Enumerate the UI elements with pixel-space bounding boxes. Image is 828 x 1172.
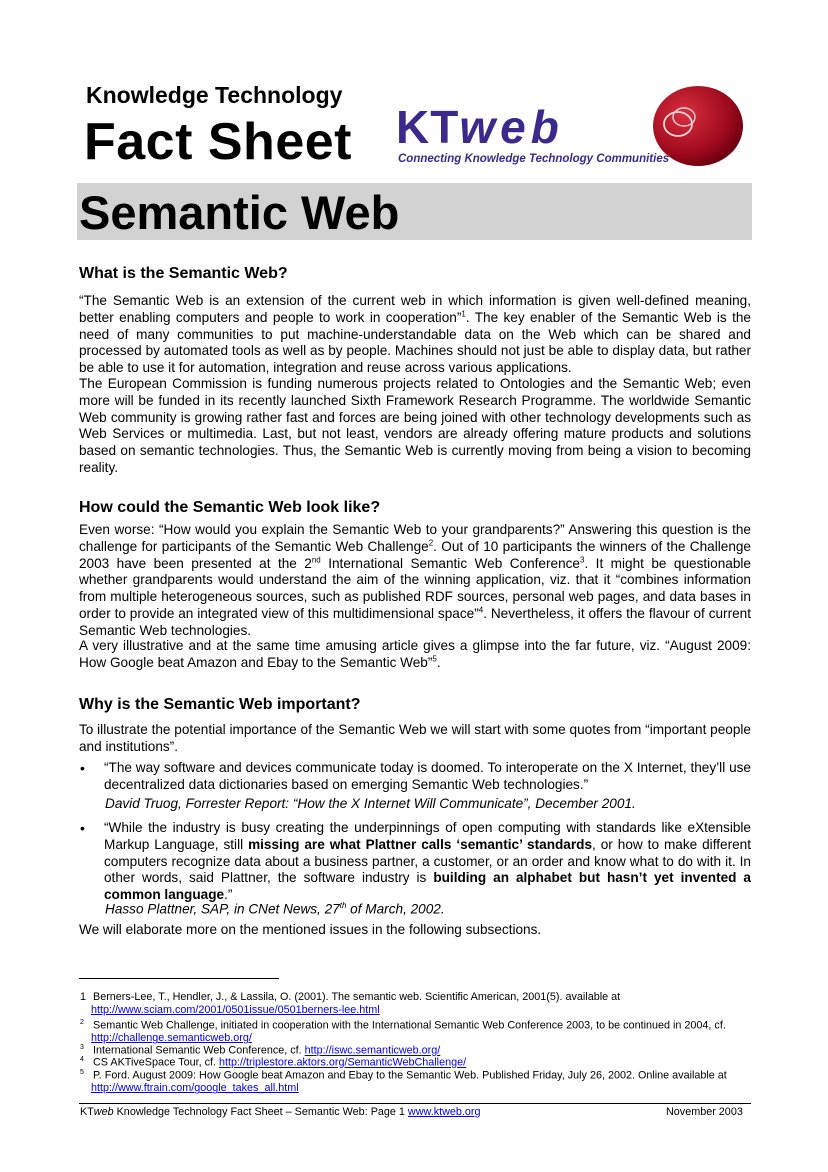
footnote-link[interactable]: http://triplestore.aktors.org/SemanticWebChallenge/ xyxy=(219,1056,467,1069)
logo-tagline: Connecting Knowledge Technology Communities xyxy=(398,153,670,165)
footnote-1: 1 Berners-Lee, T., Hendler, J., & Lassila, O. (2001). The semantic web. Scientific American, 2001(5). available at http://www.sciam.com/2001/0501issue/0501berners-lee.html xyxy=(80,991,621,1016)
fact-sheet-label: Fact Sheet xyxy=(84,113,352,171)
paragraph: The European Commission is funding numerous projects related to Ontologies and the Semantic Web; even more will be funded in its recently launched Sixth Framework Research Programme. The worldwide Semantic Web community is growing rather fast and forces are being joined with other technology developments such as Web Services or multimedia. Last, but not least, vendors are already offering mature products and solutions based on semantic technologies. Thus, the Semantic Web is currently moving from being a vision to becoming reality. xyxy=(79,376,751,475)
logo-kt: KT xyxy=(396,101,460,153)
paragraph: “The Semantic Web is an extension of the current web in which information is given well-defined meaning, better enabling computers and people to work in cooperation”$^1$. The key enabler of the Semantic Web is the need of many communities to put machine-understandable data on the Web which can be shared and processed by automated tools as well as by people. Machines should not just be able to display data, but rather be able to use it for automation, integration and reuse across various applications. xyxy=(79,293,751,376)
kt-label: Knowledge Technology xyxy=(86,82,343,108)
page-title: Semantic Web xyxy=(79,186,400,239)
quote-source: Hasso Plattner, SAP, in CNet News, 27th of March, 2002. xyxy=(105,901,445,917)
footer-date: November 2003 xyxy=(666,1106,743,1118)
section-heading-how: How could the Semantic Web look like? xyxy=(79,499,381,516)
paragraph: To illustrate the potential importance of the Semantic Web we will start with some quotes from “important people and institutions”. xyxy=(79,722,751,754)
footnote-4: $^4$ CS AKTiveSpace Tour, cf. http://triplestore.aktors.org/SemanticWebChallenge/ xyxy=(80,1056,467,1069)
paragraph: Even worse: “How would you explain the Semantic Web to your grandparents?” Answering this question is the challenge for participants of the Semantic Web Challenge$^2$. Out of 10 participants the winners of the Challenge 2003 have been presented at the 2nd International Semantic Web Conference$^3$. It might be questionable whether grandparents would understand the aim of the winning application, viz. that it “combines information from multiple heterogeneous sources, such as published RDF sources, personal web pages, and data bases in order to provide an integrated view of this multidimensional space”$^4$. Nevertheless, it offers the flavour of current Semantic Web technologies. xyxy=(79,522,751,638)
section-heading-what: What is the Semantic Web? xyxy=(79,265,288,282)
quote-source: David Truog, Forrester Report: “How the X Internet Will Communicate”, December 2001. xyxy=(105,796,636,811)
quote: “The way software and devices communicate today is doomed. To interoperate on the X Internet, they’ll use decentralized data dictionaries based on emerging Semantic Web technologies.” xyxy=(104,760,751,792)
ktweb-logo xyxy=(396,100,564,154)
bullet-icon: • xyxy=(80,760,85,776)
paragraph: A very illustrative and at the same time amusing article gives a glimpse into the far future, viz. “August 2009: How Google beat Amazon and Ebay to the Semantic Web”$^5$. xyxy=(79,638,751,670)
paragraph: We will elaborate more on the mentioned issues in the following subsections. xyxy=(79,922,542,937)
footnote-5: $^5$ P. Ford. August 2009: How Google beat Amazon and Ebay to the Semantic Web. Published Friday, July 26, 2002. Online available at http://www.ftrain.com/google_takes_all.html xyxy=(80,1069,727,1095)
quote: “While the industry is busy creating the underpinnings of open computing with standards like eXtensible Markup Language, still missing are what Plattner calls ‘semantic’ standards, or how to make different computers recognize data about a business partner, a customer, or an order and know what to do with it. In other words, said Plattner, the software industry is building an alphabet but hasn’t yet invented a common language.” xyxy=(104,820,751,903)
logo-web: web xyxy=(459,101,564,153)
footnote-link[interactable]: http://www.ftrain.com/google_takes_all.html xyxy=(91,1082,299,1095)
globe-logo-icon xyxy=(648,84,744,168)
section-heading-why: Why is the Semantic Web important? xyxy=(79,696,361,713)
footer-divider xyxy=(79,1103,751,1104)
footnote-3: $^3$ International Semantic Web Conference, cf. http://iswc.semanticweb.org/ xyxy=(80,1044,441,1057)
footer-link[interactable]: www.ktweb.org xyxy=(407,1106,481,1118)
bullet-icon: • xyxy=(80,820,85,836)
footnote-link[interactable]: http://www.sciam.com/2001/0501issue/0501berners-lee.html xyxy=(91,1003,380,1016)
footnote-link[interactable]: http://iswc.semanticweb.org/ xyxy=(304,1044,441,1057)
footnote-divider xyxy=(79,978,279,979)
footnote-2: $^2$ Semantic Web Challenge, initiated in cooperation with the International Semantic Web Conference 2003, to be continued in 2004, cf. http://challenge.semanticweb.org/ xyxy=(80,1019,726,1045)
footer-left: KTweb Knowledge Technology Fact Sheet – Semantic Web: Page 1 www.ktweb.org xyxy=(80,1106,481,1118)
footnote-link[interactable]: http://challenge.semanticweb.org/ xyxy=(91,1032,252,1045)
